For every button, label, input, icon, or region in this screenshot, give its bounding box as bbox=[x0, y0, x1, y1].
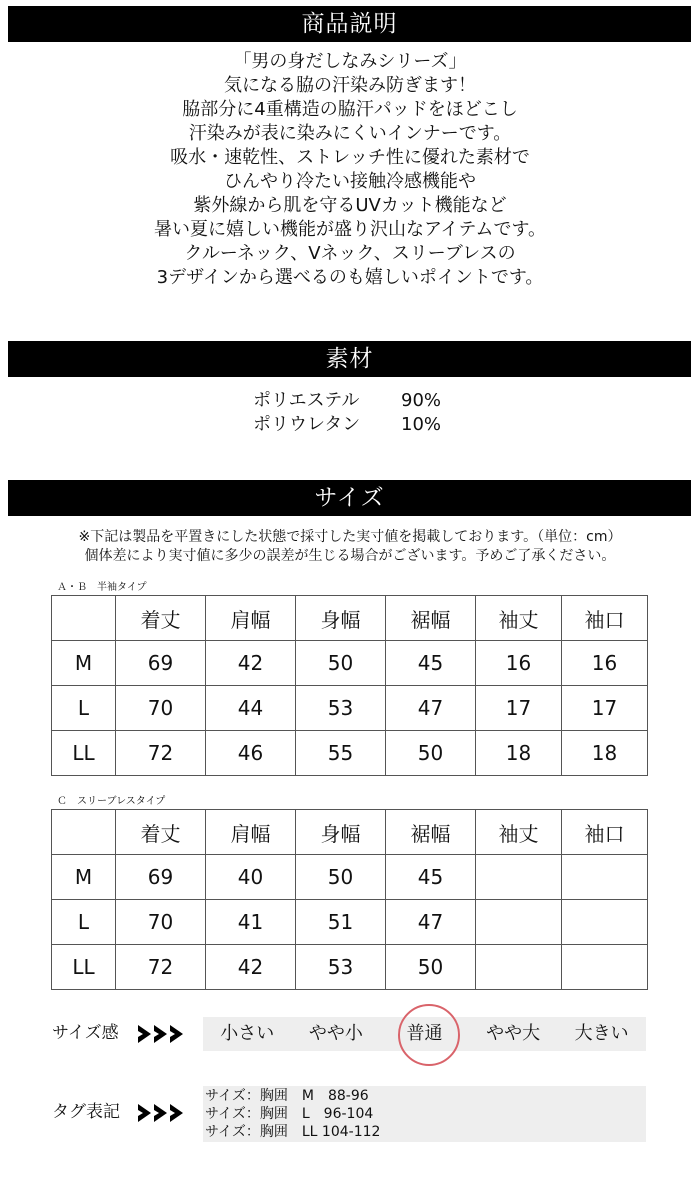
header-cell: 着丈 bbox=[116, 596, 206, 641]
value-cell: 40 bbox=[206, 855, 296, 900]
header-cell: 肩幅 bbox=[206, 810, 296, 855]
size-cell: L bbox=[52, 900, 116, 945]
header-cell: 袖丈 bbox=[476, 596, 562, 641]
triple-arrow-icon bbox=[138, 1102, 188, 1124]
description-line: 気になる脇の汗染み防ぎます！ bbox=[224, 75, 476, 96]
description-line: 紫外線から肌を守るUVカット機能など bbox=[193, 195, 507, 216]
description-line: 暑い夏に嬉しい機能が盛り沢山なアイテムです。 bbox=[153, 219, 547, 240]
table-row bbox=[52, 731, 648, 776]
value-cell bbox=[476, 900, 562, 945]
material-percent: 10% bbox=[401, 414, 442, 435]
material-row bbox=[253, 389, 441, 413]
tag-size-line: サイズ：胸囲 M 88-96 bbox=[205, 1088, 369, 1104]
header-cell: 着丈 bbox=[116, 810, 206, 855]
table-header-row bbox=[52, 810, 648, 855]
size-cell: LL bbox=[52, 731, 116, 776]
header-cell bbox=[52, 596, 116, 641]
value-cell bbox=[476, 945, 562, 990]
value-cell: 72 bbox=[116, 945, 206, 990]
table-header-row bbox=[52, 596, 648, 641]
value-cell: 53 bbox=[296, 945, 386, 990]
value-cell: 53 bbox=[296, 686, 386, 731]
size-feel-option: 大きい bbox=[574, 1023, 629, 1044]
value-cell: 16 bbox=[562, 641, 648, 686]
material-name: ポリエステル bbox=[253, 390, 360, 411]
value-cell: 69 bbox=[116, 641, 206, 686]
value-cell: 50 bbox=[386, 731, 476, 776]
material-name: ポリウレタン bbox=[253, 414, 361, 435]
description-line: ひんやり冷たい接触冷感機能や bbox=[224, 171, 476, 192]
header-cell: 袖口 bbox=[562, 596, 648, 641]
material-percent: 90% bbox=[401, 390, 442, 411]
size-cell: L bbox=[52, 686, 116, 731]
description-line: 汗染みが表に染みにくいインナーです。 bbox=[188, 123, 512, 144]
size-note-line: 個体差により実寸値に多少の誤差が生じる場合がございます。予めご了承ください。 bbox=[84, 548, 616, 564]
header-cell: 袖丈 bbox=[476, 810, 562, 855]
size-note bbox=[0, 528, 700, 566]
size-note-line: ※下記は製品を平置きにした状態で採寸した実寸値を掲載しております。（単位：cm） bbox=[78, 529, 622, 545]
value-cell: 47 bbox=[386, 900, 476, 945]
tag-size-line: サイズ：胸囲 LL 104-112 bbox=[205, 1124, 381, 1140]
tag-size-box bbox=[203, 1086, 646, 1142]
triple-arrow-icon bbox=[138, 1023, 188, 1045]
description-text bbox=[0, 50, 700, 290]
value-cell: 50 bbox=[296, 855, 386, 900]
table-row bbox=[52, 945, 648, 990]
size-feel-option: 小さい bbox=[220, 1023, 275, 1044]
description-line: 「男の身だしなみシリーズ」 bbox=[233, 51, 467, 72]
description-line: クルーネック、Vネック、スリーブレスの bbox=[184, 243, 516, 264]
header-cell: 身幅 bbox=[296, 596, 386, 641]
value-cell bbox=[562, 900, 648, 945]
table-row bbox=[52, 686, 648, 731]
size-cell: M bbox=[52, 641, 116, 686]
section-title-size: サイズ bbox=[8, 480, 691, 516]
size-feel-option: やや小 bbox=[308, 1023, 363, 1044]
value-cell: 17 bbox=[562, 686, 648, 731]
value-cell: 17 bbox=[476, 686, 562, 731]
table-row bbox=[52, 641, 648, 686]
value-cell: 42 bbox=[206, 641, 296, 686]
value-cell: 41 bbox=[206, 900, 296, 945]
tag-label: タグ表記 bbox=[52, 1102, 120, 1122]
selected-circle-marker bbox=[398, 1004, 460, 1066]
size-feel-option-selected: 普通 bbox=[406, 1023, 443, 1044]
table-row bbox=[52, 900, 648, 945]
value-cell: 50 bbox=[296, 641, 386, 686]
size-cell: M bbox=[52, 855, 116, 900]
description-line: 3デザインから選べるのも嬉しいポイントです。 bbox=[156, 267, 544, 288]
value-cell: 70 bbox=[116, 686, 206, 731]
description-line: 脇部分に4重構造の脇汗パッドをほどこし bbox=[182, 99, 518, 120]
value-cell: 16 bbox=[476, 641, 562, 686]
header-cell: 裾幅 bbox=[386, 596, 476, 641]
header-cell: 肩幅 bbox=[206, 596, 296, 641]
value-cell bbox=[562, 855, 648, 900]
value-cell: 69 bbox=[116, 855, 206, 900]
value-cell: 45 bbox=[386, 855, 476, 900]
value-cell: 70 bbox=[116, 900, 206, 945]
value-cell: 51 bbox=[296, 900, 386, 945]
header-cell: 身幅 bbox=[296, 810, 386, 855]
value-cell: 46 bbox=[206, 731, 296, 776]
value-cell: 47 bbox=[386, 686, 476, 731]
size-cell: LL bbox=[52, 945, 116, 990]
value-cell: 44 bbox=[206, 686, 296, 731]
section-title-material: 素材 bbox=[8, 341, 691, 377]
header-cell bbox=[52, 810, 116, 855]
size-feel-label: サイズ感 bbox=[52, 1023, 119, 1043]
value-cell: 42 bbox=[206, 945, 296, 990]
value-cell: 55 bbox=[296, 731, 386, 776]
value-cell bbox=[562, 945, 648, 990]
table-row bbox=[52, 855, 648, 900]
value-cell: 50 bbox=[386, 945, 476, 990]
size-table-c bbox=[51, 809, 648, 990]
material-row bbox=[253, 413, 441, 437]
size-feel-option: やや大 bbox=[486, 1023, 541, 1044]
tag-size-line: サイズ：胸囲 L 96-104 bbox=[205, 1106, 374, 1122]
size-table-ab bbox=[51, 595, 648, 776]
value-cell bbox=[476, 855, 562, 900]
value-cell: 72 bbox=[116, 731, 206, 776]
section-title-description: 商品説明 bbox=[8, 6, 691, 42]
material-list bbox=[253, 389, 441, 437]
table-caption-c: Ｃ スリーブレスタイプ bbox=[57, 796, 166, 807]
value-cell: 45 bbox=[386, 641, 476, 686]
value-cell: 18 bbox=[562, 731, 648, 776]
header-cell: 裾幅 bbox=[386, 810, 476, 855]
description-line: 吸水・速乾性、ストレッチ性に優れた素材で bbox=[170, 147, 530, 168]
header-cell: 袖口 bbox=[562, 810, 648, 855]
table-caption-ab: Ａ・Ｂ 半袖タイプ bbox=[57, 582, 147, 593]
value-cell: 18 bbox=[476, 731, 562, 776]
